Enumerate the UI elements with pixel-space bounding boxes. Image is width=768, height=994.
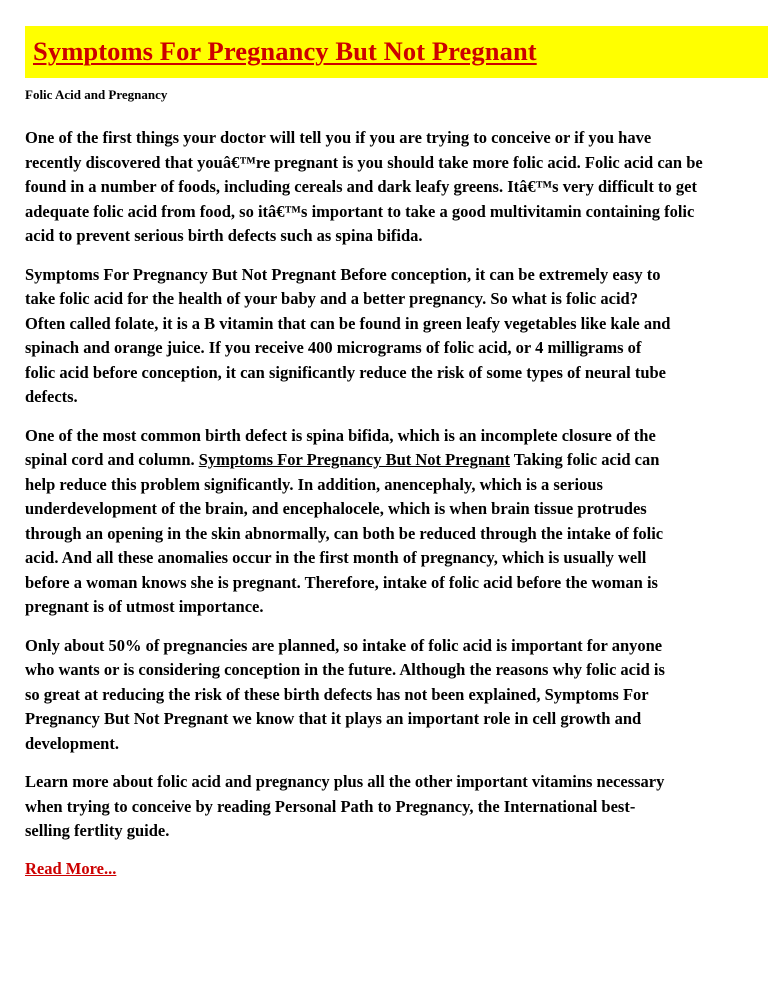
- text-line: before a woman knows she is pregnant. Therefore, intake of folic acid before the woman is: [25, 572, 658, 592]
- text-line: found in a number of foods, including cereals and dark leafy greens. Itâ€™s very difficult to get: [25, 177, 697, 196]
- paragraph-planned-pregnancies: [25, 634, 768, 757]
- text-line: folic acid before conception, it can significantly reduce the risk of some types of neural tube: [25, 362, 666, 382]
- paragraph-before-conception: [25, 263, 768, 410]
- read-more-link[interactable]: Read More...: [25, 858, 117, 878]
- text-line: development.: [25, 733, 119, 753]
- document-page: [25, 26, 768, 879]
- text-line: when trying to conceive by reading Personal Path to Pregnancy, the International best-: [25, 796, 636, 816]
- text-line: acid. And all these anomalies occur in the first month of pregnancy, which is usually well: [25, 548, 647, 567]
- text-line: acid to prevent serious birth defects such as spina bifida.: [25, 226, 423, 245]
- text-line: who wants or is considering conception in the future. Although the reasons why folic acid is: [25, 660, 665, 679]
- title-banner: [25, 26, 768, 78]
- symptoms-inline-link[interactable]: Symptoms For Pregnancy But Not Pregnant: [198, 450, 510, 469]
- text-line: help reduce this problem significantly. In addition, anencephaly, which is a serious: [25, 474, 603, 494]
- text-line: defects.: [25, 387, 78, 406]
- paragraph-folic-acid-intro: [25, 126, 768, 249]
- text-line: spinach and orange juice. If you receive 400 micrograms of folic acid, or 4 milligrams of: [25, 338, 642, 357]
- page-subtitle: Folic Acid and Pregnancy: [25, 87, 168, 102]
- text-segment: spinal cord and column.: [25, 450, 199, 469]
- text-line: Often called folate, it is a B vitamin that can be found in green leafy vegetables like kale and: [25, 313, 671, 333]
- text-line: Symptoms For Pregnancy But Not Pregnant Before conception, it can be extremely easy to: [25, 264, 661, 284]
- text-line: One of the most common birth defect is spina bifida, which is an incomplete closure of the: [25, 425, 656, 445]
- text-line: Only about 50% of pregnancies are planned, so intake of folic acid is important for anyone: [25, 635, 663, 655]
- text-line: Learn more about folic acid and pregnancy plus all the other important vitamins necessary: [25, 772, 665, 791]
- text-line: so great at reducing the risk of these birth defects has not been explained, Symptoms For: [25, 684, 649, 704]
- paragraph-learn-more: [25, 770, 768, 844]
- text-line: adequate folic acid from food, so itâ€™s important to take a good multivitamin containing folic: [25, 201, 695, 221]
- text-line: underdevelopment of the brain, and encephalocele, which is when brain tissue protrudes: [25, 499, 647, 518]
- text-line: pregnant is of utmost importance.: [25, 597, 264, 616]
- text-line: Pregnancy But Not Pregnant we know that it plays an important role in cell growth and: [25, 709, 642, 728]
- text-line: [25, 448, 768, 473]
- paragraph-birth-defects: [25, 424, 768, 620]
- text-segment: Taking folic acid can: [509, 450, 660, 469]
- text-line: through an opening in the skin abnormally, can both be reduced through the intake of folic: [25, 523, 664, 543]
- text-line: selling fertlity guide.: [25, 821, 170, 840]
- text-line: One of the first things your doctor will tell you if you are trying to conceive or if you have: [25, 128, 652, 147]
- page-title[interactable]: Symptoms For Pregnancy But Not Pregnant: [33, 36, 537, 66]
- text-line: take folic acid for the health of your baby and a better pregnancy. So what is folic acid?: [25, 289, 638, 308]
- text-line: recently discovered that youâ€™re pregnant is you should take more folic acid. Folic acid can be: [25, 152, 703, 172]
